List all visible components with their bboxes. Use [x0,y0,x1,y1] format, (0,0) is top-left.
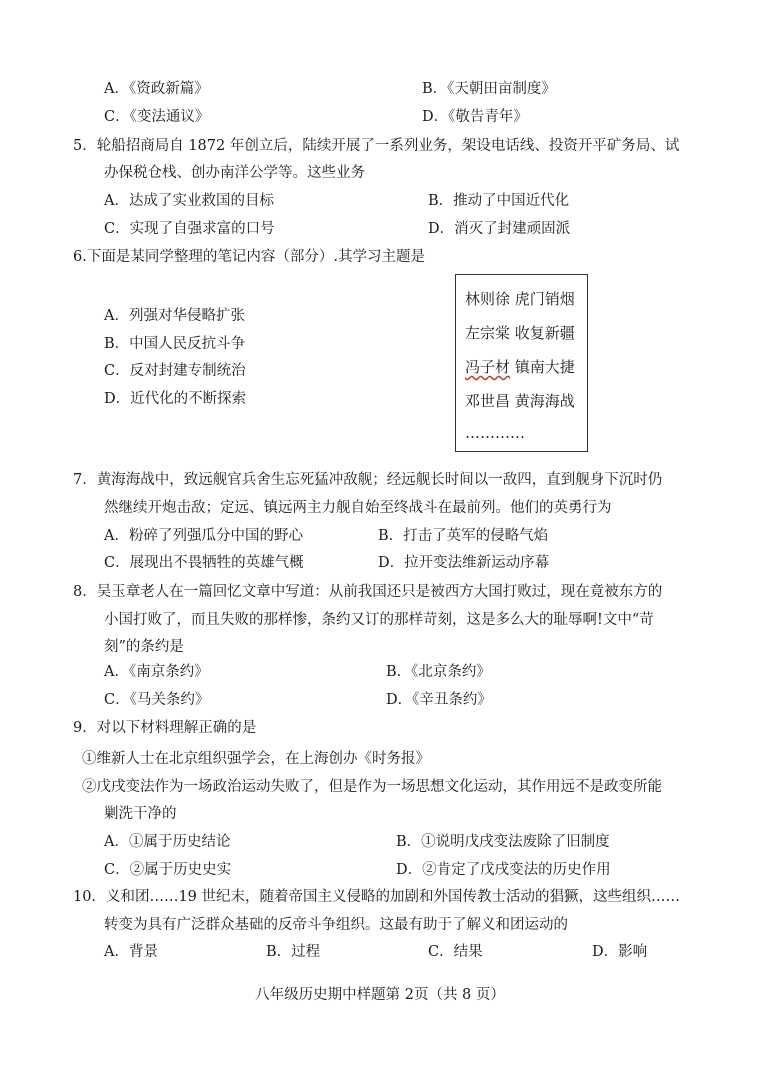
q8-option-b: B．《北京条约》 [386,664,491,680]
q4-option-a: A．《资政新篇》 [104,81,209,97]
q10-option-d: D．影响 [592,944,648,960]
notes-event: 镇南大捷 [514,358,575,376]
q9-material-2-line2: 剿洗干净的 [104,806,177,822]
q9-option-d: D．②肯定了戊戌变法的历史作用 [396,862,611,878]
q9-material-1: ①维新人士在北京组织强学会，在上海创办《时务报》 [82,751,430,767]
notes-row-1 [465,289,575,309]
q5-option-b: B．推动了中国近代化 [428,193,570,209]
q10-option-b: B．过程 [266,944,321,960]
q7-option-d: D．拉开变法维新运动序幕 [378,555,550,571]
notes-row-4 [465,391,575,411]
q4-option-b: B．《天朝田亩制度》 [422,81,556,97]
q10-option-a: A．背景 [104,944,158,960]
notes-ellipsis: ………… [465,424,525,442]
notes-person: 林则徐 [465,290,511,308]
notes-person: 左宗棠 [465,324,511,342]
notes-row-2 [465,323,575,343]
q9-option-b: B．①说明戊戌变法废除了旧制度 [396,834,610,850]
q6-option-a: A．列强对华侵略扩张 [104,308,245,324]
q5-stem-line1: 5．轮船招商局自 1872 年创立后，陆续开展了一系列业务，架设电话线、投资开平矿务局、试 [73,138,680,154]
q7-stem-line2: 然继续开炮击敌；定远、镇远两主力舰自始至终战斗在最前列。他们的英勇行为 [104,500,612,516]
q9-option-c: C．②属于历史史实 [104,862,232,878]
q5-stem-line2: 办保税仓栈、创办南洋公学等。这些业务 [104,165,365,181]
notes-person: 邓世昌 [465,392,511,410]
q6-option-c: C．反对封建专制统治 [104,363,246,379]
q6-option-b: B．中国人民反抗斗争 [104,336,246,352]
q8-stem-line1: 8．吴玉章老人在一篇回忆文章中写道：从前我国还只是被西方大国打败过，现在竟被东方的 [73,584,663,600]
notes-person: 冯子材 [465,358,511,376]
q6-notes-box [455,274,588,452]
notes-event: 虎门销烟 [514,290,575,308]
q9-option-a: A．①属于历史结论 [104,834,231,850]
q4-option-d: D．《敬告青年》 [422,109,528,125]
notes-row-3 [465,357,575,377]
q8-stem-line3: 刻”的条约是 [104,639,184,655]
q7-option-c: C．展现出不畏牺牲的英雄气概 [104,555,304,571]
q5-option-c: C．实现了自强求富的口号 [104,221,275,237]
q7-option-b: B．打击了英军的侵略气焰 [378,528,549,544]
q10-stem-line1: 10．义和团……19 世纪末，随着帝国主义侵略的加剧和外国传教士活动的猖獗，这些组织…… [73,889,681,905]
q7-stem-line1: 7．黄海海战中，致远舰官兵舍生忘死猛冲敌舰；经远舰长时间以一敌四，直到舰身下沉时仍 [73,472,663,488]
q10-stem-line2: 转变为具有广泛群众基础的反帝斗争组织。这最有助于了解义和团运动的 [104,917,568,933]
q6-stem: 6.下面是某同学整理的笔记内容（部分）.其学习主题是 [73,249,425,265]
q8-option-a: A．《南京条约》 [104,664,209,680]
q8-option-d: D．《辛丑条约》 [386,692,492,708]
notes-event: 黄海海战 [514,392,575,410]
q8-option-c: C．《马关条约》 [104,692,210,708]
q5-option-d: D．消灭了封建顽固派 [428,221,571,237]
q8-stem-line2: 小国打败了，而且失败的那样惨，条约又订的那样苛刻，这是多么大的耻辱啊!文中“苛 [104,612,654,628]
q6-option-d: D．近代化的不断探索 [104,391,247,407]
q4-option-c: C．《变法通议》 [104,109,210,125]
q10-option-c: C．结果 [428,944,483,960]
notes-event: 收复新疆 [514,324,575,342]
q5-option-a: A．达成了实业救国的目标 [104,193,274,209]
q7-option-a: A．粉碎了列强瓜分中国的野心 [104,528,303,544]
q9-stem: 9．对以下材料理解正确的是 [73,720,257,736]
q9-material-2-line1: ②戊戌变法作为一场政治运动失败了，但是作为一场思想文化运动，其作用远不是政变所能 [82,779,662,795]
page-footer: 八年级历史期中样题第 2页（共 8 页） [255,987,505,1003]
